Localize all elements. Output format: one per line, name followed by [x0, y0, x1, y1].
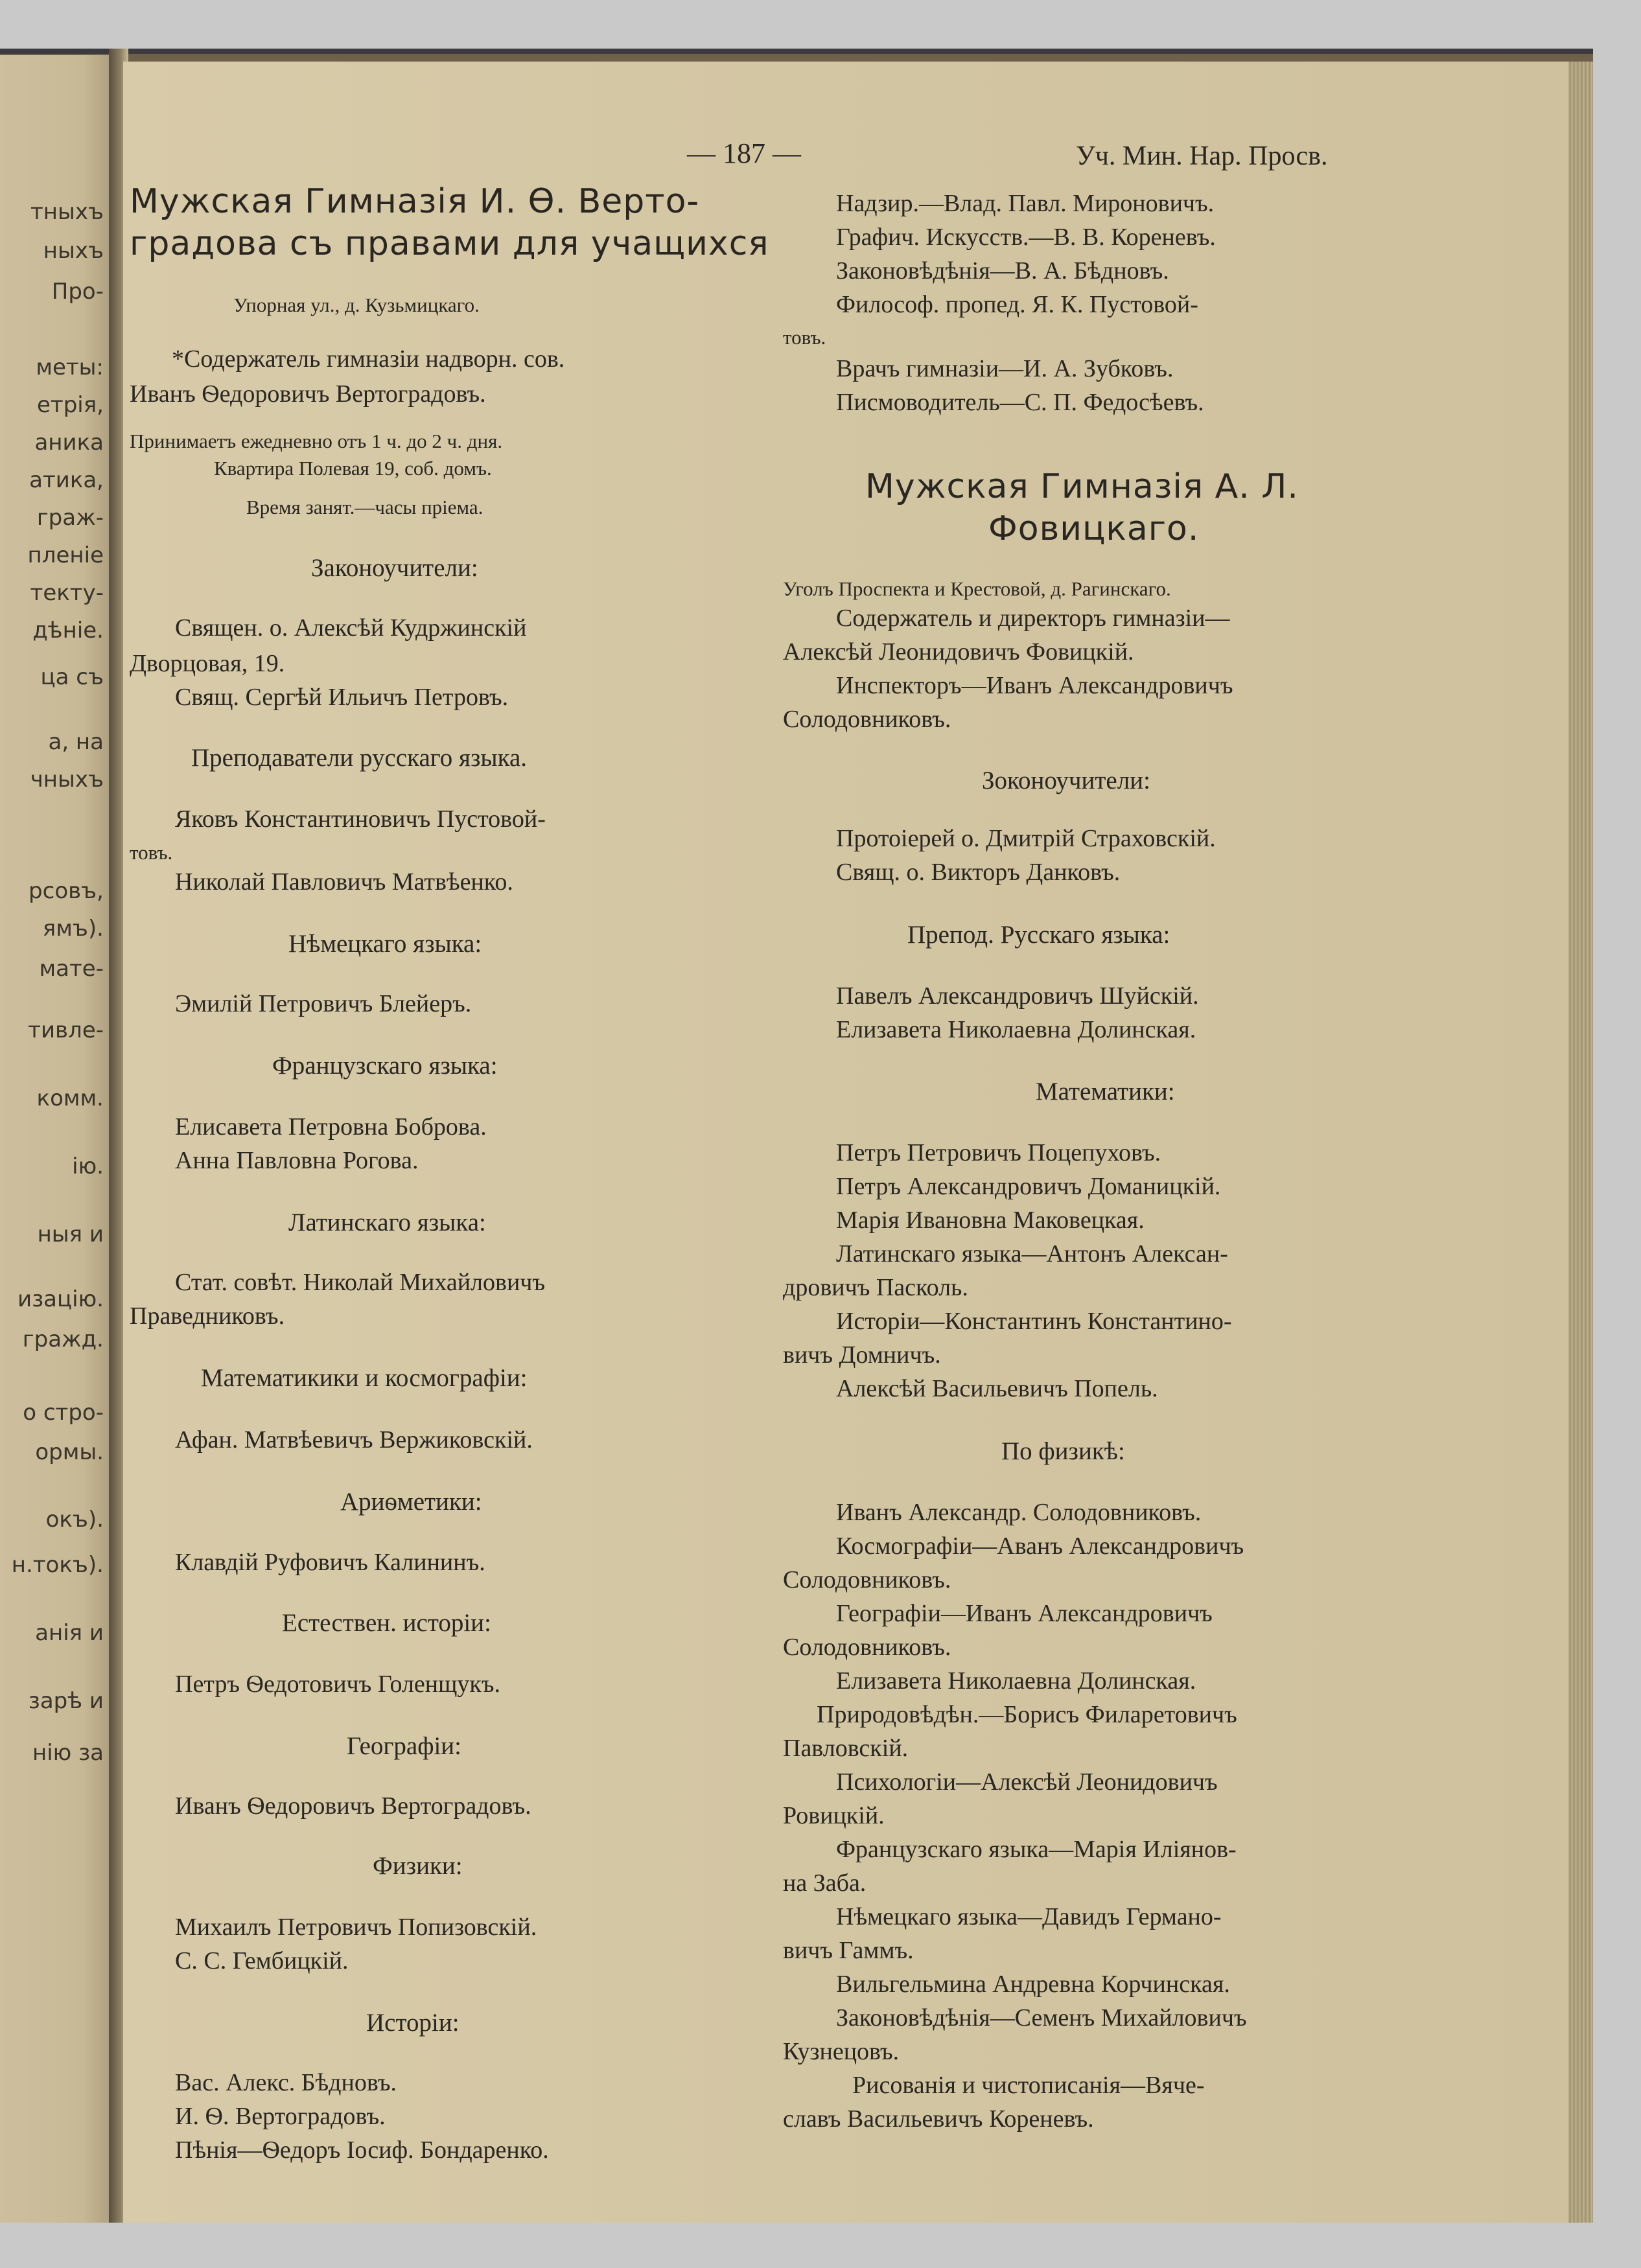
- right-address: Уголъ Проспекта и Крестовой, д. Рагинскаго.: [783, 577, 1171, 600]
- previous-page-fragment: нію за: [32, 1740, 104, 1766]
- right-line: Иванъ Александр. Солодовниковъ.: [836, 1499, 1202, 1526]
- right-line: Нѣмецкаго языка—Давидъ Германо-: [836, 1903, 1222, 1930]
- left-line: товъ.: [130, 841, 173, 864]
- previous-page-fragment: етрія,: [36, 392, 104, 418]
- previous-page-fragment: окъ).: [45, 1507, 104, 1533]
- right-line: Латинскаго языка—Антонъ Алексан-: [836, 1240, 1228, 1267]
- right-title-line-1: Мужская Гимназія А. Л.: [865, 467, 1299, 506]
- right-line: Географіи—Иванъ Александровичъ: [836, 1600, 1213, 1627]
- previous-page-fragment: изацію.: [17, 1286, 104, 1312]
- left-line: Пѣнія—Ѳедоръ Іосиф. Бондаренко.: [175, 2136, 549, 2164]
- left-heading-geography: Географіи:: [347, 1732, 462, 1760]
- right-line: Исторіи—Константинъ Константино-: [836, 1308, 1232, 1335]
- right-line: Алексѣй Леонидовичъ Фовицкій.: [783, 638, 1134, 665]
- previous-page-fragment: чныхъ: [30, 767, 104, 793]
- right-line: Свящ. о. Викторъ Данковъ.: [836, 859, 1121, 886]
- page-stack-edge: [1568, 62, 1593, 2223]
- right-line: Марія Ивановна Маковецкая.: [836, 1207, 1145, 1234]
- left-line: Петръ Ѳедотовичъ Голенщукъ.: [175, 1671, 500, 1698]
- left-line: Свящ. Сергѣй Ильичъ Петровъ.: [175, 684, 509, 711]
- running-head: Уч. Мин. Нар. Просв.: [1076, 141, 1328, 171]
- right-line: Протоіерей о. Дмитрій Страховскій.: [836, 825, 1216, 852]
- previous-page-fragment: а, на: [48, 729, 104, 755]
- right-line: Графич. Искусств.—В. В. Кореневъ.: [836, 224, 1216, 251]
- right-line: Содержатель и директоръ гимназіи—: [836, 605, 1230, 632]
- left-reception-1: Принимаетъ ежедневно отъ 1 ч. до 2 ч. дня.: [130, 430, 503, 452]
- left-owner-2: Иванъ Ѳедоровичъ Вертоградовъ.: [130, 380, 486, 408]
- right-line: на Заба.: [783, 1869, 867, 1897]
- previous-page-fragment: анія и: [35, 1620, 104, 1646]
- left-heading-nat-history: Естествен. исторіи:: [282, 1609, 491, 1637]
- left-line: Дворцовая, 19.: [130, 650, 285, 677]
- left-reception-2: Квартира Полевая 19, соб. домъ.: [214, 457, 492, 480]
- right-line: Писмоводитель—С. П. Федосѣевъ.: [836, 389, 1204, 416]
- right-line: Алексѣй Васильевичъ Попель.: [836, 1375, 1158, 1402]
- right-line: Психологіи—Алексѣй Леонидовичъ: [836, 1768, 1218, 1796]
- left-heading-arith: Ариѳметики:: [340, 1488, 482, 1516]
- right-line: Ровицкій.: [783, 1802, 885, 1829]
- previous-page-fragment: мате-: [39, 956, 104, 982]
- left-line: Елисавета Петровна Боброва.: [175, 1113, 487, 1140]
- right-line: Французскаго языка—Марія Иліянов-: [836, 1836, 1237, 1863]
- previous-page-fragment: гражд.: [22, 1326, 104, 1352]
- previous-page-fragment: дѣніе.: [32, 618, 104, 643]
- right-line: Елизавета Николаевна Долинская.: [836, 1016, 1196, 1043]
- previous-page-fragment: ца съ: [40, 664, 104, 690]
- page-scan: [0, 49, 1593, 2223]
- previous-page-fragment: тивле-: [28, 1017, 104, 1043]
- left-line: Клавдій Руфовичъ Калининъ.: [175, 1549, 485, 1576]
- left-line: И. Ѳ. Вертоградовъ.: [175, 2103, 386, 2130]
- right-line: Врачъ гимназіи—И. А. Зубковъ.: [836, 355, 1174, 382]
- left-line: Иванъ Ѳедоровичъ Вертоградовъ.: [175, 1792, 531, 1820]
- left-heading-latin: Латинскаго языка:: [288, 1209, 486, 1236]
- left-line: Стат. совѣт. Николай Михайловичъ: [175, 1269, 546, 1296]
- previous-page-fragment: о стро-: [23, 1400, 104, 1426]
- right-line: товъ.: [783, 326, 826, 349]
- right-line: Елизавета Николаевна Долинская.: [836, 1667, 1196, 1695]
- left-line: Михаилъ Петровичъ Попизовскій.: [175, 1914, 537, 1941]
- left-title-line-1: Мужская Гимназія И. Ѳ. Верто-: [130, 182, 700, 221]
- left-address: Упорная ул., д. Кузьмицкаго.: [233, 294, 480, 316]
- right-line: Законовѣдѣнія—Семенъ Михайловичъ: [836, 2004, 1247, 2031]
- book-page: [123, 62, 1568, 2223]
- right-line: Надзир.—Влад. Павл. Мироновичъ.: [836, 190, 1215, 217]
- previous-page-fragment: меты:: [36, 354, 104, 380]
- left-line: Афан. Матвѣевичъ Вержиковскій.: [175, 1426, 533, 1453]
- left-line: Праведниковъ.: [130, 1302, 285, 1330]
- left-heading-zakon: Законоучители:: [311, 554, 478, 582]
- right-heading-math: Математики:: [1036, 1078, 1175, 1105]
- left-heading-physics: Физики:: [373, 1852, 463, 1880]
- previous-page-fragment: н.токъ).: [11, 1552, 104, 1578]
- left-heading-french: Французскаго языка:: [272, 1052, 498, 1080]
- right-line: Философ. пропед. Я. К. Пустовой-: [836, 291, 1198, 318]
- previous-page-fragment: комм.: [36, 1085, 104, 1111]
- previous-page-fragment: Про-: [51, 279, 104, 305]
- left-hours: Время занят.—часы пріема.: [246, 496, 483, 518]
- right-line: Рисованія и чистописанія—Вяче-: [852, 2072, 1205, 2099]
- previous-page-fragment: тныхъ: [30, 199, 104, 225]
- previous-page-fragment: рсовъ,: [29, 878, 104, 904]
- right-line: Петръ Александровичъ Доманицкій.: [836, 1173, 1221, 1200]
- right-line: Павловскій.: [783, 1735, 909, 1762]
- right-line: Солодовниковъ.: [783, 706, 951, 733]
- left-line: С. С. Гембицкій.: [175, 1947, 349, 1974]
- left-heading-history: Исторіи:: [366, 2009, 460, 2037]
- right-line: Кузнецовъ.: [783, 2038, 900, 2065]
- previous-page-fragment: граж-: [36, 505, 104, 531]
- previous-page-edge: [0, 55, 117, 2223]
- right-line: вичъ Домничъ.: [783, 1341, 941, 1369]
- right-line: Природовѣдѣн.—Борисъ Филаретовичъ: [817, 1701, 1237, 1728]
- left-heading-russian: Преподаватели русскаго языка.: [191, 744, 528, 772]
- right-heading-russian: Препод. Русскаго языка:: [907, 921, 1170, 949]
- previous-page-fragment: ямъ).: [42, 916, 104, 942]
- right-line: Солодовниковъ.: [783, 1566, 951, 1593]
- previous-page-fragment: ормы.: [35, 1439, 104, 1465]
- right-line: Законовѣдѣнія—В. А. Бѣдновъ.: [836, 257, 1169, 284]
- left-line: Анна Павловна Рогова.: [175, 1147, 419, 1174]
- left-line: Николай Павловичъ Матвѣенко.: [175, 868, 513, 896]
- left-title-line-2: градова съ правами для учащихся: [130, 224, 769, 263]
- previous-page-fragment: аника: [34, 430, 104, 456]
- scan-top-border: [0, 49, 1593, 54]
- left-heading-math: Математикики и космографіи:: [201, 1364, 528, 1392]
- page-number: — 187 —: [687, 137, 801, 169]
- previous-page-fragment: атика,: [29, 467, 104, 493]
- right-heading-physics: По физикѣ:: [1001, 1437, 1125, 1465]
- previous-page-fragment: текту-: [30, 580, 104, 606]
- left-line: Эмилій Петровичъ Блейеръ.: [175, 990, 472, 1017]
- right-line: славъ Васильевичъ Кореневъ.: [783, 2105, 1094, 2133]
- previous-page-fragment: пленіе: [27, 542, 104, 568]
- right-line: Вильгельмина Андревна Корчинская.: [836, 1971, 1230, 1998]
- left-line: Священ. о. Алексѣй Кудржинскій: [175, 614, 527, 642]
- right-line: дровичъ Пасколь.: [783, 1274, 968, 1301]
- previous-page-fragment: зарѣ и: [28, 1688, 104, 1714]
- right-line: Петръ Петровичъ Поцепуховъ.: [836, 1139, 1161, 1166]
- left-heading-german: Нѣмецкаго языка:: [288, 930, 482, 958]
- left-owner-1: *Содержатель гимназіи надворн. сов.: [172, 345, 565, 373]
- right-line: Космографіи—Аванъ Александровичъ: [836, 1533, 1244, 1560]
- left-line: Вас. Алекс. Бѣдновъ.: [175, 2069, 397, 2096]
- right-title-line-2: Фовицкаго.: [988, 509, 1200, 548]
- previous-page-fragment: ію.: [72, 1153, 104, 1179]
- right-heading-zakon: Зоконоучители:: [982, 767, 1150, 794]
- right-line: вичъ Гаммъ.: [783, 1937, 914, 1964]
- previous-page-fragment: ныхъ: [43, 238, 104, 264]
- right-line: Инспекторъ—Иванъ Александровичъ: [836, 672, 1233, 699]
- right-line: Солодовниковъ.: [783, 1634, 951, 1661]
- previous-page-fragment: ныя и: [37, 1221, 104, 1247]
- left-line: Яковъ Константиновичъ Пустовой-: [175, 805, 546, 833]
- right-line: Павелъ Александровичъ Шуйскій.: [836, 982, 1199, 1010]
